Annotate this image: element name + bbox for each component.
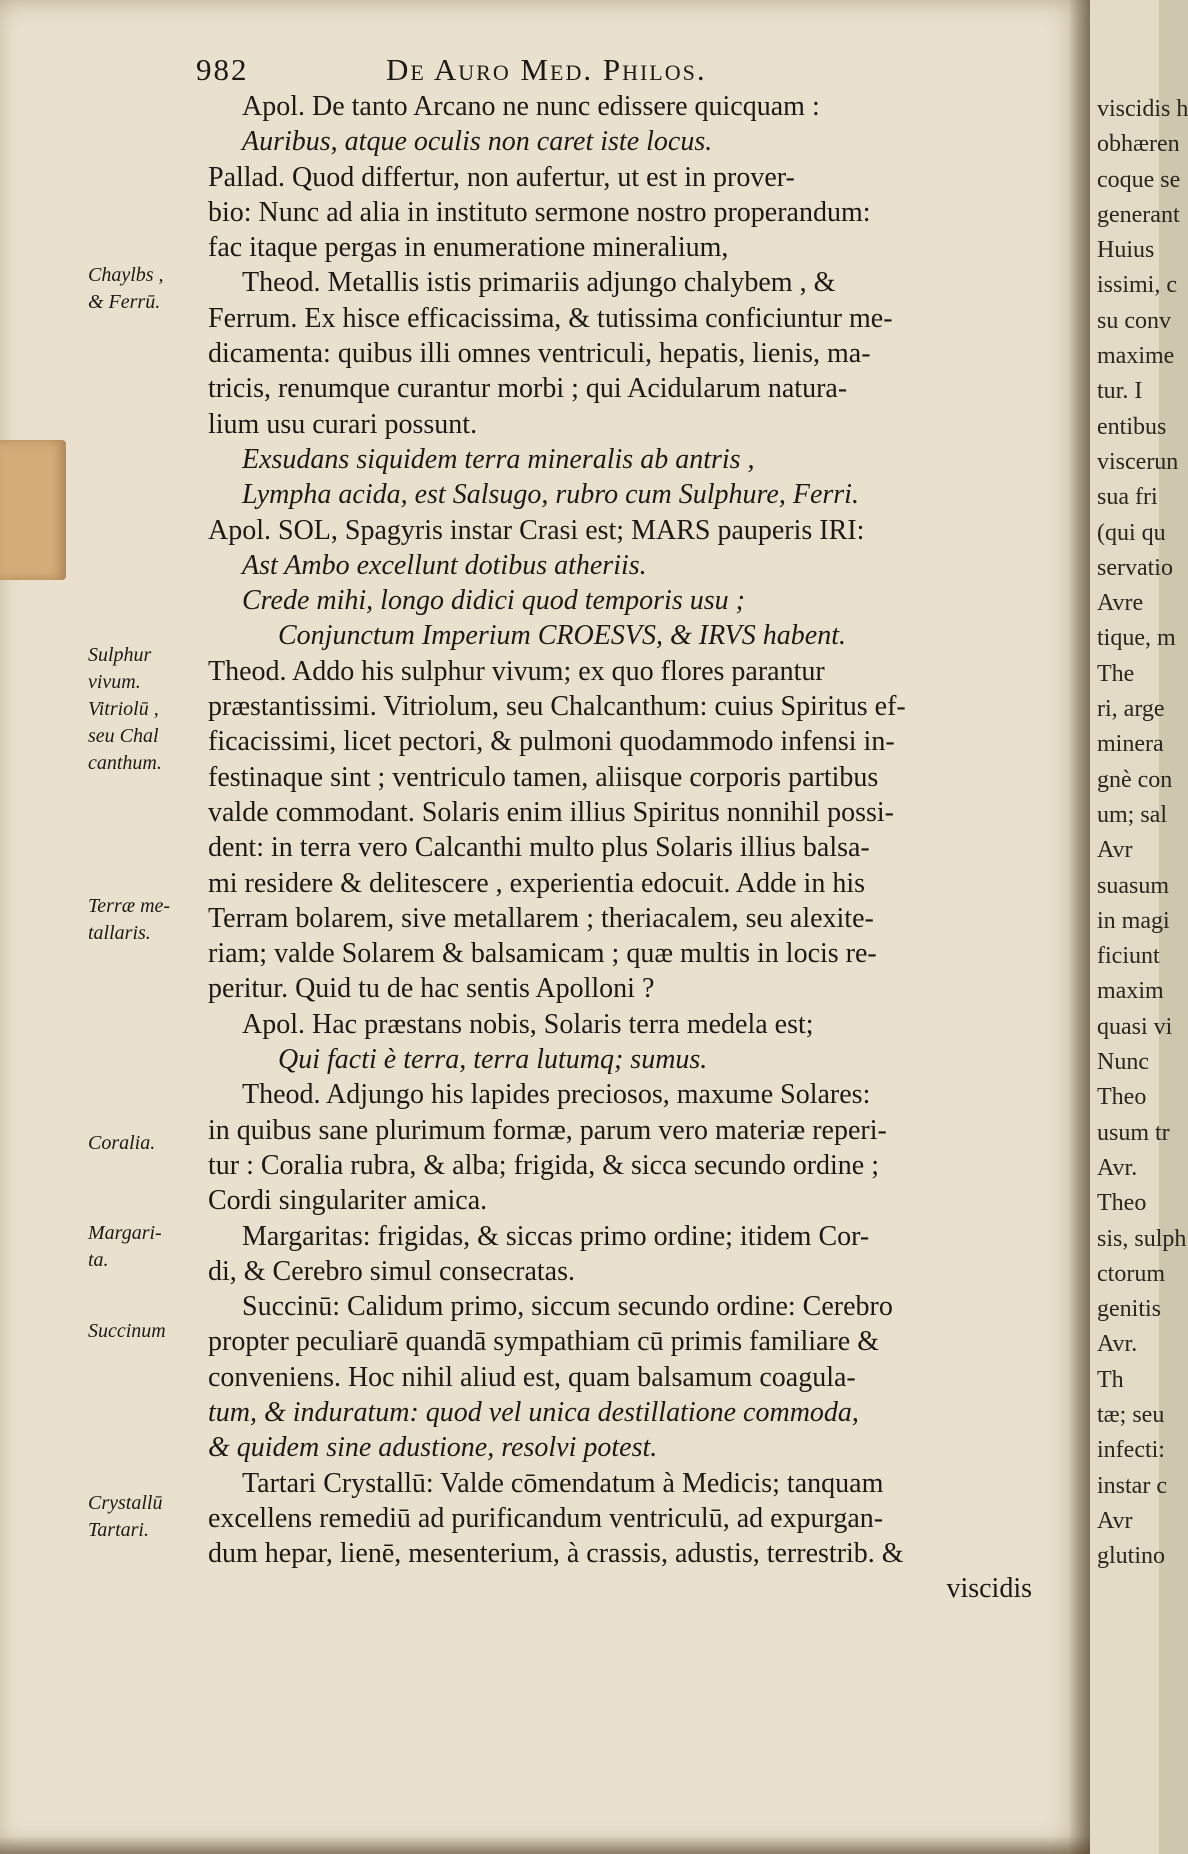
- text-line: bio: Nunc ad alia in instituto sermone nostro properandum:: [208, 196, 871, 228]
- margin-note-line: seu Chal: [88, 725, 159, 747]
- next-page-line: Avr.: [1097, 1331, 1138, 1358]
- next-page-line: entibus: [1097, 413, 1167, 440]
- text-line: Succinū: Calidum primo, siccum secundo ordine: Cerebro: [242, 1291, 893, 1323]
- text-line: tum, & induratum: quod vel unica destillatione commoda,: [208, 1396, 859, 1428]
- next-page-line: quasi vi: [1097, 1013, 1173, 1040]
- margin-note-line: Vitriolū ,: [88, 698, 159, 720]
- text-line: & quidem sine adustione, resolvi potest.: [208, 1432, 658, 1464]
- page-header: [196, 52, 856, 92]
- next-page-line: Avr.: [1097, 1154, 1138, 1181]
- text-line: conveniens. Hoc nihil aliud est, quam balsamum coagula-: [208, 1361, 856, 1393]
- next-page-line: um; sal: [1097, 801, 1167, 828]
- next-page-line: The: [1097, 660, 1135, 687]
- running-title: De Auro Med. Philos.: [386, 52, 707, 87]
- margin-note-line: & Ferrū.: [88, 291, 161, 313]
- text-line: Conjunctum Imperium CROESVS, & IRVS habent.: [278, 620, 846, 652]
- next-page-line: (qui qu: [1097, 519, 1166, 546]
- text-line: Margaritas: frigidas, & siccas primo ordine; itidem Cor-: [242, 1220, 870, 1252]
- margin-note-line: Crystallū: [88, 1492, 163, 1514]
- text-line: Theod. Adjungo his lapides preciosos, maxume Solares:: [242, 1079, 871, 1111]
- body-text: [208, 89, 1032, 1607]
- text-line: Tartari Crystallū: Valde cōmendatum à Medicis; tanquam: [242, 1467, 884, 1499]
- next-page-line: tæ; seu: [1097, 1401, 1165, 1428]
- next-page-line: Nunc: [1097, 1049, 1149, 1076]
- text-line: Crede mihi, longo didici quod temporis usu ;: [242, 585, 745, 617]
- next-page-line: maxim: [1097, 978, 1164, 1005]
- text-line: Cordi singulariter amica.: [208, 1185, 488, 1217]
- next-page-line: coque se: [1097, 166, 1181, 193]
- text-line: Ast Ambo excellunt dotibus atheriis.: [242, 549, 647, 581]
- next-page-line: glutino: [1097, 1543, 1166, 1570]
- next-page-line: obhæren: [1097, 131, 1180, 158]
- margin-note-line: Chaylbs ,: [88, 264, 164, 286]
- text-line: dent: in terra vero Calcanthi multo plus Solaris illius balsa-: [208, 832, 870, 864]
- next-page-line: generant: [1097, 201, 1180, 228]
- next-page-line: Theo: [1097, 1190, 1147, 1217]
- next-page-line: sis, sulph: [1097, 1225, 1187, 1252]
- next-page-line: Avr: [1097, 1507, 1133, 1534]
- text-line: dicamenta: quibus illi omnes ventriculi, hepatis, lienis, ma-: [208, 338, 871, 370]
- margin-note-line: tallaris.: [88, 922, 151, 944]
- margin-note-line: Sulphur: [88, 644, 152, 666]
- margin-note: [88, 893, 204, 947]
- margin-note: [88, 1220, 204, 1274]
- text-line: valde commodant. Solaris enim illius Spiritus nonnihil possi-: [208, 796, 894, 828]
- text-line: præstantissimi. Vitriolum, seu Chalcanthum: cuius Spiritus ef-: [208, 691, 906, 723]
- next-page-line: genitis: [1097, 1296, 1161, 1323]
- next-page-line: Avre: [1097, 590, 1144, 617]
- next-page-line: viscidis h: [1097, 96, 1188, 122]
- text-line: Lympha acida, est Salsugo, rubro cum Sulphure, Ferri.: [242, 479, 859, 511]
- next-page-line: issimi, c: [1097, 272, 1178, 299]
- next-page-line: tique, m: [1097, 625, 1176, 652]
- text-line: Theod. Metallis istis primariis adjungo chalybem , &: [242, 267, 836, 299]
- text-line: mi residere & delitescere , experientia edocuit. Adde in his: [208, 867, 865, 899]
- margin-note-line: Terræ me-: [88, 895, 171, 917]
- next-page-line: maxime: [1097, 343, 1175, 370]
- text-line: riam; valde Solarem & balsamicam ; quæ multis in locis re-: [208, 938, 877, 970]
- next-page-line: in magi: [1097, 907, 1170, 934]
- text-line: propter peculiarē quandā sympathiam cū primis familiare &: [208, 1326, 879, 1358]
- text-line: ficacissimi, licet pectori, & pulmoni quodammodo infensi in-: [208, 726, 895, 758]
- text-line: in quibus sane plurimum formæ, parum vero materiæ reperi-: [208, 1114, 887, 1146]
- next-page-line: Avr: [1097, 837, 1133, 864]
- next-page-line: ficiunt: [1097, 943, 1160, 970]
- next-page-line: ctorum: [1097, 1260, 1165, 1287]
- text-line: Apol. SOL, Spagyris instar Crasi est; MARS pauperis IRI:: [208, 514, 865, 546]
- catchword: viscidis: [946, 1573, 1032, 1605]
- next-page-line: viscerun: [1097, 448, 1179, 475]
- next-page-line: su conv: [1097, 307, 1171, 334]
- next-page-line: infecti:: [1097, 1437, 1165, 1464]
- text-line: Auribus, atque oculis non caret iste locus.: [242, 126, 713, 158]
- next-page-line: gnè con: [1097, 766, 1173, 793]
- next-page-line: servatio: [1097, 554, 1173, 581]
- text-line: dum hepar, lienē, mesenterium, à crassis, adustis, terrestrib. &: [208, 1538, 904, 1570]
- margin-note-line: Tartari.: [88, 1519, 149, 1541]
- next-page-line: suasum: [1097, 872, 1169, 899]
- text-line: peritur. Quid tu de hac sentis Apolloni ?: [208, 973, 655, 1005]
- margin-note: [88, 262, 204, 316]
- paper-bookmark: [0, 440, 66, 580]
- text-line: Exsudans siquidem terra mineralis ab antris ,: [242, 443, 755, 475]
- text-line: excellens remediū ad purificandum ventriculū, ad expurgan-: [208, 1502, 884, 1534]
- margin-note: [88, 1130, 204, 1157]
- text-line: Apol. Hac præstans nobis, Solaris terra medela est;: [242, 1008, 814, 1040]
- margin-note-line: vivum.: [88, 671, 141, 693]
- page-number: 982: [196, 52, 249, 87]
- text-line: festinaque sint ; ventriculo tamen, aliisque corporis partibus: [208, 761, 879, 793]
- text-line: Terram bolarem, sive metallarem ; theriacalem, seu alexite-: [208, 902, 874, 934]
- next-page-line: usum tr: [1097, 1119, 1170, 1146]
- next-page-line: Theo: [1097, 1084, 1147, 1111]
- next-page-line: sua fri: [1097, 484, 1158, 511]
- next-page-line: Th: [1097, 1366, 1124, 1393]
- text-line: fac itaque pergas in enumeratione mineralium,: [208, 232, 729, 264]
- margin-note-line: ta.: [88, 1249, 109, 1271]
- text-line: lium usu curari possunt.: [208, 408, 478, 440]
- next-page-line: minera: [1097, 731, 1164, 758]
- next-page-line: instar c: [1097, 1472, 1167, 1499]
- margin-note-line: Margari-: [88, 1222, 162, 1244]
- text-line: Pallad. Quod differtur, non aufertur, ut est in prover-: [208, 161, 795, 193]
- page-bottom-shadow: [0, 1836, 1090, 1854]
- text-line: di, & Cerebro simul consecratas.: [208, 1255, 576, 1287]
- text-line: Ferrum. Ex hisce efficacissima, & tutissima conficiuntur me-: [208, 302, 893, 334]
- next-page-line: ri, arge: [1097, 696, 1165, 723]
- text-line: Theod. Addo his sulphur vivum; ex quo flores parantur: [208, 655, 825, 687]
- margin-note-line: Coralia.: [88, 1132, 156, 1154]
- margin-note: [88, 1318, 204, 1345]
- next-page-line: Huius: [1097, 237, 1155, 264]
- margin-note: [88, 1490, 204, 1544]
- margin-note-line: Succinum: [88, 1320, 166, 1342]
- next-page-line: tur. I: [1097, 378, 1143, 405]
- margin-note-line: canthum.: [88, 752, 162, 774]
- margin-note: [88, 642, 204, 777]
- text-line: Apol. De tanto Arcano ne nunc edissere quicquam :: [242, 91, 820, 122]
- text-line: tur : Coralia rubra, & alba; frigida, & sicca secundo ordine ;: [208, 1149, 880, 1181]
- next-page-text: [1097, 92, 1188, 1574]
- text-line: Qui facti è terra, terra lutumq; sumus.: [278, 1044, 708, 1076]
- text-line: tricis, renumque curantur morbi ; qui Acidularum natura-: [208, 373, 848, 405]
